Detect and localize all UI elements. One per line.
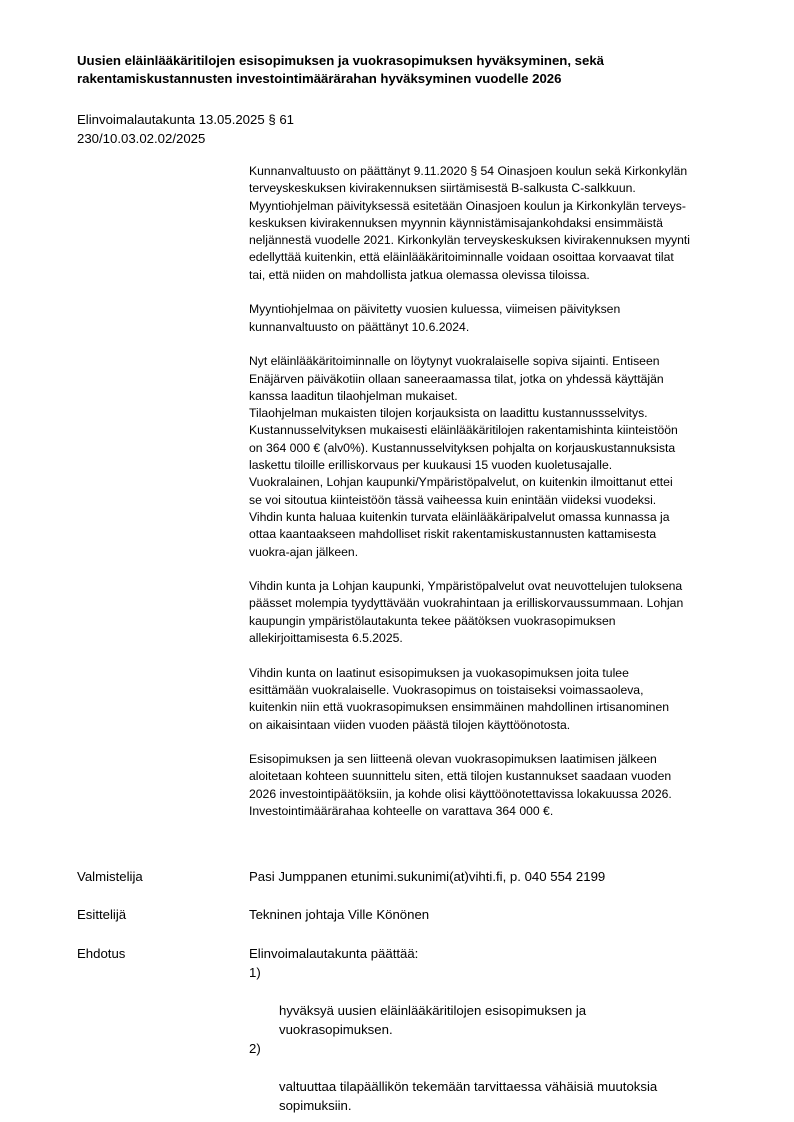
proposal-item-number: 1) <box>249 965 261 980</box>
document-title: Uusien eläinlääkäritilojen esisopimuksen ja vuokrasopimuksen hyväksyminen, sekä rakentamiskustannusten investointimäärärahan hyväksyminen vuodelle 2026 <box>77 53 604 86</box>
body-paragraph: Vihdin kunta ja Lohjan kaupunki, Ympäristöpalvelut ovat neuvottelujen tuloksena päässet molempia tyydyttävään vuokrahintaan ja erilliskorvaussummaan. Lohjan kaupungin ympäristölautakunta tekee päätöksen vuokrasopimuksen allekirjoittamisesta 6.5.2025. <box>249 579 684 646</box>
body-paragraph: Myyntiohjelmaa on päivitetty vuosien kuluessa, viimeisen päivityksen kunnanvaltuusto on päättänyt 10.6.2024. <box>249 302 621 334</box>
proposal-item-number: 2) <box>249 1041 261 1056</box>
preparer-label: Valmistelija <box>77 869 143 884</box>
body-paragraph: Nyt eläinlääkäritoiminnalle on löytynyt vuokralaiselle sopiva sijainti. Entiseen Enäjärven päiväkotiin ollaan saneeraamassa tilat, jotka on yhdessä käyttäjän kanssa laaditun tilaohjelman mukaiset. Tilaohjelman mukaisten tilojen korjauksista on laadittu kustannussselvitys. Kustannusselvityksen mukaisesti eläinlääkäritilojen rakentamishinta kiinteistöön on 364 000 € (alv0%). Kustannusselvityksen pohjalta on korjauskustannuksista laskettu tiloille erilliskorvaus per kuukausi 15 vuoden kuoletusajalle. Vuokralainen, Lohjan kaupunki/Ympäristöpalvelut, on kuitenkin ilmoittanut ettei se voi sitoutua kiinteistöön tässä vaiheessa kuin enintään viideksi vuodeksi. Vihdin kunta haluaa kuitenkin turvata eläinlääkäripalvelut omassa kunnassa ja ottaa kaantaakseen mahdolliset riskit rakentamiskustannusten kattamisesta vuokra-ajan jälkeen. <box>249 354 678 559</box>
meeting-meta <box>77 110 294 148</box>
body-paragraph: Vihdin kunta on laatinut esisopimuksen ja vuokasopimuksen joita tulee esittämään vuokralaiselle. Vuokrasopimus on toistaiseksi voimassaoleva, kuitenkin niin että vuokrasopimuksen ensimmäinen mahdollinen irtisanominen on aikaisintaan viiden vuoden päästä tilojen käyttöönotosta. <box>249 665 670 732</box>
body-paragraph: Esisopimuksen ja sen liitteenä olevan vuokrasopimuksen laatimisen jälkeen aloitetaan kohteen suunnittelu siten, että tilojen kustannukset saadaan vuoden 2026 investointipäätöksiin, ja kohde olisi käyttöönotettavissa lokakuussa 2026. Investointimäärärahaa kohteelle on varattava 364 000 €. <box>249 752 672 818</box>
proposal-item <box>249 963 727 1039</box>
presenter-value: Tekninen johtaja Ville Könönen <box>249 907 430 922</box>
proposal-item <box>249 1039 727 1115</box>
proposal-list <box>249 963 727 1115</box>
proposal-item-text: valtuuttaa tilapäällikön tekemään tarvittaessa vähäisiä muutoksia sopimuksiin. <box>279 1079 658 1113</box>
proposal-section <box>249 944 727 1115</box>
proposal-intro: Elinvoimalautakunta päättää: <box>249 946 419 961</box>
proposal-label: Ehdotus <box>77 946 126 961</box>
preparer-value: Pasi Jumppanen etunimi.sukunimi(at)vihti.fi, p. 040 554 2199 <box>249 869 606 884</box>
document-body <box>249 163 727 838</box>
presenter-label: Esittelijä <box>77 907 127 922</box>
meeting-reference: Elinvoimalautakunta 13.05.2025 § 61 <box>77 112 295 127</box>
proposal-item-text: hyväksyä uusien eläinlääkäritilojen esisopimuksen ja vuokrasopimuksen. <box>279 1003 587 1037</box>
body-paragraph: Kunnanvaltuusto on päättänyt 9.11.2020 § 54 Oinasjoen koulun sekä Kirkonkylän terveyskeskuksen kivirakennuksen siirtämisestä B-salkusta C-salkkuun. Myyntiohjelman päivityksessä esitetään Oinasjoen koulun ja Kirkonkylän terveys- keskuksen kivirakennuksen myynnin käynnistämisajankohdaksi ensimmäistä neljännestä vuodelle 2021. Kirkonkylän terveyskeskuksen kivirakennuksen myynti edellyttää kuitenkin, että eläinlääkäritoiminnalle voidaan osoittaa korvaavat tilat tai, että niiden on mahdollista jatkua olemassa olevissa tiloissa. <box>249 164 691 282</box>
case-number: 230/10.03.02.02/2025 <box>77 131 206 146</box>
